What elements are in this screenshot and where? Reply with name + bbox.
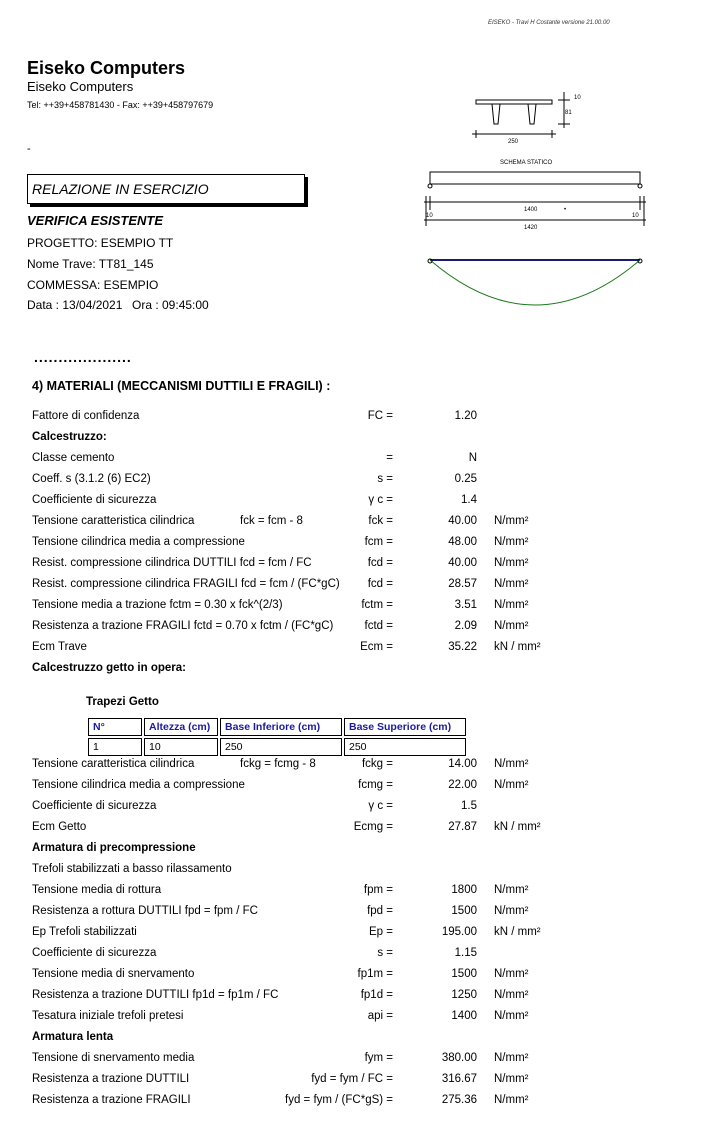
material-row	[0, 410, 709, 426]
row-label: Tesatura iniziale trefoli pretesi	[32, 1010, 184, 1022]
report-time: Ora : 09:45:00	[132, 298, 209, 312]
row-formula: fckg = fcmg - 8	[240, 758, 316, 770]
row-label: Ecm Getto	[32, 821, 87, 833]
dim-width-label: 250	[508, 139, 519, 145]
row-symbol: fckg =	[361, 758, 393, 770]
row-value: 1400	[451, 1010, 477, 1022]
row-label: Trefoli stabilizzati a basso rilassamento	[32, 863, 232, 875]
section-title: 4) MATERIALI (MECCANISMI DUTTILI E FRAGILI) :	[32, 379, 331, 393]
row-value: N	[468, 452, 477, 464]
row-label: Coefficiente di sicurezza	[32, 947, 157, 959]
row-symbol: Ecm =	[360, 641, 393, 653]
row-value: 0.25	[454, 473, 477, 485]
row-unit: N/mm²	[494, 989, 529, 1001]
company-contacts: Tel: ++39+458781430 - Fax: ++39+458797679	[27, 100, 214, 110]
row-symbol: s =	[377, 473, 393, 485]
material-row	[0, 905, 709, 921]
material-row	[0, 926, 709, 942]
row-label: Resist. compressione cilindrica DUTTILI fcd = fcm / FC	[32, 557, 312, 569]
beam-name: Nome Trave: TT81_145	[27, 257, 154, 271]
row-value: 1800	[451, 884, 477, 896]
row-value: 3.51	[454, 599, 477, 611]
row-unit: kN / mm²	[494, 641, 541, 653]
span-total-label: 1420	[524, 225, 538, 231]
row-unit: N/mm²	[494, 557, 529, 569]
cross-section-icon	[472, 92, 570, 138]
material-row	[0, 842, 709, 858]
row-value: 35.22	[448, 641, 477, 653]
separator-dots: ....................	[34, 349, 132, 365]
row-unit: N/mm²	[494, 758, 529, 770]
left-support-label: 10	[426, 213, 433, 219]
verifica-title: VERIFICA ESISTENTE	[27, 213, 164, 228]
table-cell: 1	[88, 738, 142, 756]
material-row	[0, 620, 709, 636]
material-row	[0, 473, 709, 489]
material-row	[0, 1052, 709, 1068]
dash-text: -	[27, 143, 31, 155]
row-value: 316.67	[441, 1073, 477, 1085]
span-dot: •	[564, 207, 567, 213]
row-symbol: fcd =	[367, 578, 393, 590]
span-inner-label: 1400	[524, 207, 538, 213]
row-label: Armatura di precompressione	[32, 842, 196, 854]
row-label: Resistenza a rottura DUTTILI fpd = fpm / FC	[32, 905, 258, 917]
row-label: Armatura lenta	[32, 1031, 114, 1043]
row-label: Tensione media di rottura	[32, 884, 162, 896]
row-value: 275.36	[441, 1094, 477, 1106]
table-header-row	[88, 718, 466, 736]
material-row	[0, 821, 709, 837]
row-symbol: fp1m =	[357, 968, 393, 980]
material-row	[0, 641, 709, 657]
material-row	[0, 1010, 709, 1026]
row-value: 40.00	[448, 557, 477, 569]
dim-height-label: 81	[565, 110, 572, 116]
row-value: 2.09	[454, 620, 477, 632]
material-row	[0, 863, 709, 879]
row-label: Tensione caratteristica cilindrica	[32, 515, 195, 527]
row-symbol: Ep =	[369, 926, 393, 938]
row-unit: kN / mm²	[494, 926, 541, 938]
row-formula: fck = fcm - 8	[240, 515, 303, 527]
row-unit: N/mm²	[494, 620, 529, 632]
row-unit: N/mm²	[494, 968, 529, 980]
dim-top-label: 10	[574, 95, 581, 101]
material-row	[0, 578, 709, 594]
row-value: 1.15	[454, 947, 477, 959]
row-label: Calcestruzzo:	[32, 431, 107, 443]
material-row	[0, 1073, 709, 1089]
material-row	[0, 1031, 709, 1047]
static-scheme	[424, 172, 646, 226]
row-value: 40.00	[448, 515, 477, 527]
row-unit: N/mm²	[494, 884, 529, 896]
row-label: Tensione cilindrica media a compressione	[32, 536, 245, 548]
report-date: Data : 13/04/2021	[27, 298, 123, 312]
row-value: 27.87	[448, 821, 477, 833]
material-row	[0, 557, 709, 573]
row-value: 1.5	[461, 800, 477, 812]
row-symbol: s =	[377, 947, 393, 959]
row-symbol: fck =	[368, 515, 393, 527]
material-row	[0, 515, 709, 531]
row-symbol: fctm =	[361, 599, 393, 611]
row-unit: N/mm²	[494, 905, 529, 917]
row-label: Coefficiente di sicurezza	[32, 494, 157, 506]
trapezi-title: Trapezi Getto	[86, 696, 159, 708]
row-unit: N/mm²	[494, 599, 529, 611]
row-label: Calcestruzzo getto in opera:	[32, 662, 186, 674]
right-support-label: 10	[632, 213, 639, 219]
material-row	[0, 884, 709, 900]
row-symbol: fcm =	[364, 536, 393, 548]
row-unit: N/mm²	[494, 1052, 529, 1064]
order-name: COMMESSA: ESEMPIO	[27, 278, 159, 292]
row-label: Resist. compressione cilindrica FRAGILI fcd = fcm / (FC*gC)	[32, 578, 340, 590]
material-row	[0, 536, 709, 552]
row-label: Ecm Trave	[32, 641, 87, 653]
row-value: 1.20	[454, 410, 477, 422]
row-unit: N/mm²	[494, 536, 529, 548]
row-value: 380.00	[441, 1052, 477, 1064]
row-label: Tensione di snervamento media	[32, 1052, 195, 1064]
row-symbol: fctd =	[364, 620, 393, 632]
material-row	[0, 662, 709, 678]
row-label: Fattore di confidenza	[32, 410, 140, 422]
material-row	[0, 968, 709, 984]
row-unit: N/mm²	[494, 578, 529, 590]
schema-label: SCHEMA STATICO	[500, 160, 553, 166]
row-label: Coeff. s (3.1.2 (6) EC2)	[32, 473, 151, 485]
material-row	[0, 494, 709, 510]
row-unit: N/mm²	[494, 1094, 529, 1106]
company-name: Eiseko Computers	[27, 58, 186, 78]
row-label: Tensione media a trazione fctm = 0.30 x fck^(2/3)	[32, 599, 283, 611]
table-cell: 10	[144, 738, 218, 756]
row-value: 1500	[451, 968, 477, 980]
trapezi-table	[86, 716, 468, 758]
row-symbol: api =	[367, 1010, 393, 1022]
row-symbol: γ c =	[368, 800, 393, 812]
material-row	[0, 800, 709, 816]
table-header-cell: Altezza (cm)	[144, 718, 218, 736]
row-label: Coefficiente di sicurezza	[32, 800, 157, 812]
material-row	[0, 452, 709, 468]
material-row	[0, 599, 709, 615]
row-value: 14.00	[448, 758, 477, 770]
row-label: Tensione media di snervamento	[32, 968, 195, 980]
material-row	[0, 431, 709, 447]
table-cell: 250	[344, 738, 466, 756]
row-value: 1250	[451, 989, 477, 1001]
row-value: 28.57	[448, 578, 477, 590]
row-symbol: fp1d =	[360, 989, 393, 1001]
row-label: Tensione cilindrica media a compressione	[32, 779, 245, 791]
row-symbol: Ecmg =	[353, 821, 393, 833]
row-label: Tensione caratteristica cilindrica	[32, 758, 195, 770]
row-symbol: FC =	[367, 410, 393, 422]
row-value: 48.00	[448, 536, 477, 548]
row-label: Resistenza a trazione FRAGILI	[32, 1094, 191, 1106]
row-value: 1500	[451, 905, 477, 917]
row-symbol: γ c =	[368, 494, 393, 506]
row-unit: kN / mm²	[494, 821, 541, 833]
material-row	[0, 779, 709, 795]
row-symbol: fyd = fym / FC =	[311, 1073, 393, 1085]
row-value: 1.4	[461, 494, 477, 506]
company-subtitle: Eiseko Computers	[27, 79, 134, 94]
row-symbol: =	[386, 452, 393, 464]
table-header-cell: Base Superiore (cm)	[344, 718, 466, 736]
row-unit: N/mm²	[494, 515, 529, 527]
row-symbol: fcd =	[367, 557, 393, 569]
row-label: Resistenza a trazione DUTTILI fp1d = fp1m / FC	[32, 989, 279, 1001]
table-row	[88, 738, 466, 756]
row-symbol: fpm =	[363, 884, 393, 896]
material-row	[0, 758, 709, 774]
row-symbol: fym =	[364, 1052, 393, 1064]
table-header-cell: N°	[88, 718, 142, 736]
table-cell: 250	[220, 738, 342, 756]
report-title: RELAZIONE IN ESERCIZIO	[32, 181, 209, 197]
moment-diagram	[428, 259, 642, 305]
row-label: Resistenza a trazione FRAGILI fctd = 0.70 x fctm / (FC*gC)	[32, 620, 334, 632]
row-label: Resistenza a trazione DUTTILI	[32, 1073, 190, 1085]
row-unit: N/mm²	[494, 779, 529, 791]
version-note: EISEKO - Travi H Costante versione 21.00.00	[488, 20, 610, 26]
material-row	[0, 947, 709, 963]
row-symbol: fyd = fym / (FC*gS) =	[285, 1094, 393, 1106]
material-row	[0, 989, 709, 1005]
row-unit: N/mm²	[494, 1073, 529, 1085]
beam-drawing	[420, 80, 650, 310]
material-row	[0, 1094, 709, 1110]
project-name: PROGETTO: ESEMPIO TT	[27, 236, 174, 250]
row-value: 195.00	[441, 926, 477, 938]
row-label: Classe cemento	[32, 452, 115, 464]
row-unit: N/mm²	[494, 1010, 529, 1022]
row-symbol: fpd =	[367, 905, 393, 917]
row-label: Ep Trefoli stabilizzati	[32, 926, 137, 938]
row-value: 22.00	[448, 779, 477, 791]
table-header-cell: Base Inferiore (cm)	[220, 718, 342, 736]
report-title-box	[27, 174, 305, 204]
row-symbol: fcmg =	[358, 779, 393, 791]
